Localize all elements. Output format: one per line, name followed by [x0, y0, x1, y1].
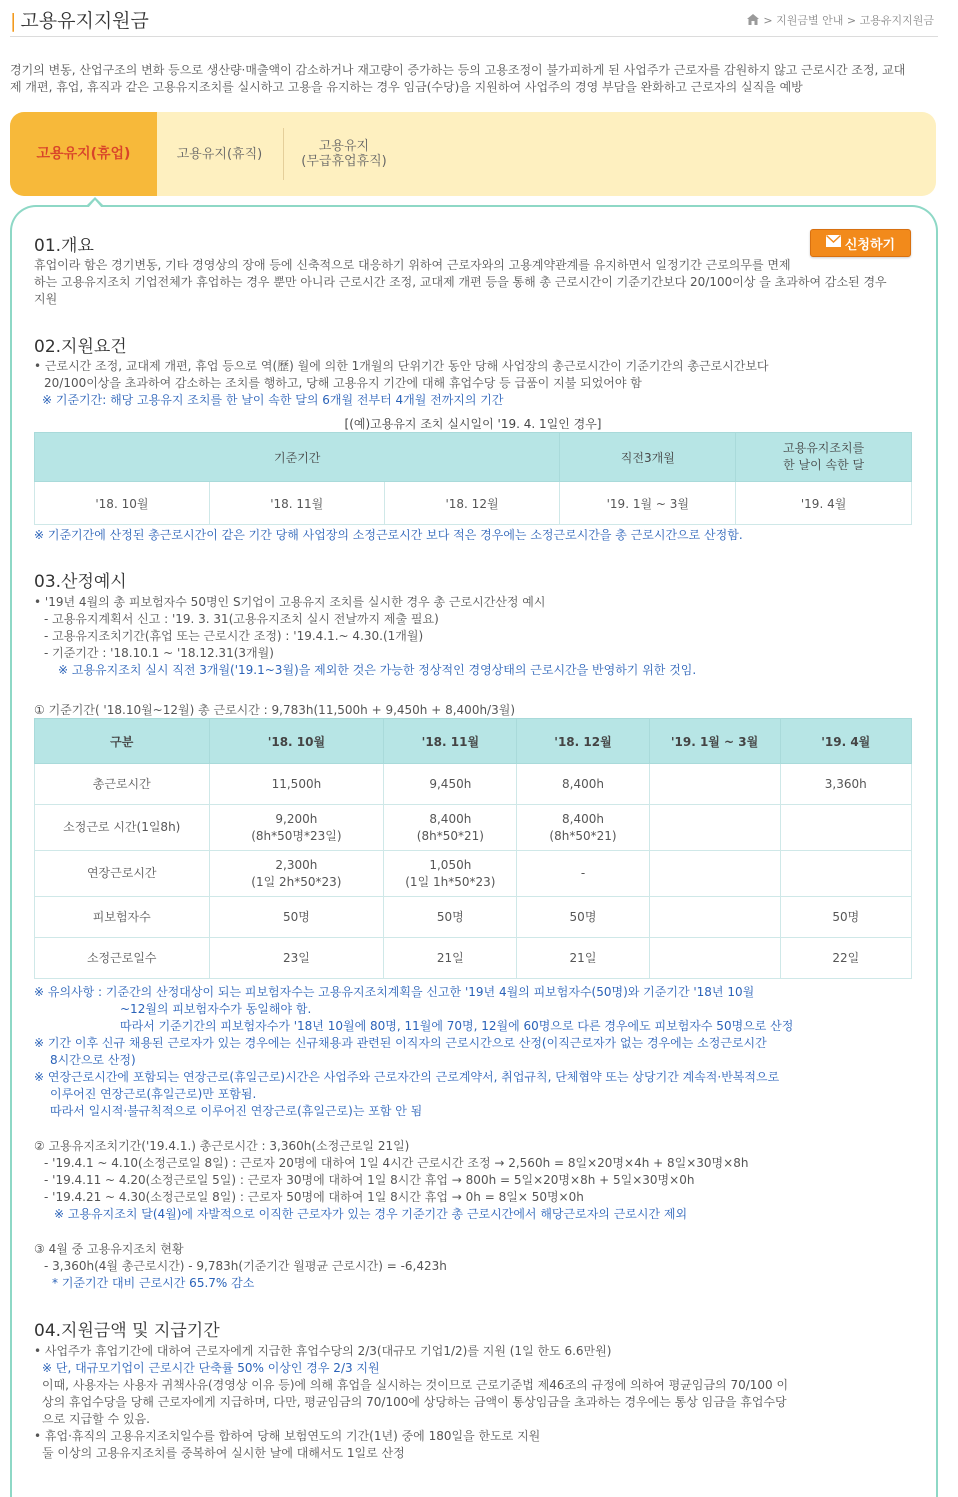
intro-line: 경기의 변동, 산업구조의 변화 등으로 생산량·매출액이 감소하거나 재고량이 증가하는 등의 고용조정이 불가피하게 된 사업주가 근로자를 감원하지 않고 근로시간 조정, 교대: [10, 63, 906, 77]
note-line: ※ 유의사항 : 기준간의 산정대상이 되는 피보험자수는 고용유지조치계획을 신고한 '19년 4월의 피보험자수(50명)와 기준기간 '18년 10월: [34, 985, 755, 999]
table-header-cell: '19. 1월 ~ 3월: [649, 719, 780, 764]
cell-value: 9,200h: [275, 811, 318, 826]
calc-example-note: ※ 고용유지조치 실시 직전 3개월('19.1~3월)을 제외한 것은 가능한 정상적인 경영상태의 근로시간을 반영하기 위한 것임.: [58, 663, 697, 677]
table-cell: 22일: [780, 938, 911, 979]
cell-formula: (8h*50명*23일): [251, 828, 342, 843]
text-line: - '19.4.11 ~ 4.20(소정근로일 5일) : 근로자 30명에 대하여 1일 8시간 휴업 → 800h = 5일×20명×8h + 5일×30명×0h: [44, 1173, 695, 1187]
calc-example-text: [34, 594, 914, 679]
table-cell: 21일: [517, 938, 649, 979]
table-cell: 50명: [384, 897, 517, 938]
table-header-cell: '19. 4월: [780, 719, 911, 764]
table-header-row: [35, 433, 912, 482]
tab-pointer-inner: [88, 200, 102, 208]
table-cell: [649, 897, 780, 938]
header-prev-3months: 직전3개월: [560, 433, 736, 482]
overview-text: [34, 257, 914, 308]
table-row: [35, 938, 912, 979]
calc-notes: [34, 984, 914, 1120]
tab-label: 고용유지(휴업): [36, 145, 131, 162]
header-base-period: 기준기간: [35, 433, 560, 482]
home-icon[interactable]: [747, 14, 759, 28]
table-cell: 8,400h: [517, 764, 649, 805]
amount-period-text: [34, 1343, 914, 1462]
table-header-cell: '18. 12월: [517, 719, 649, 764]
requirements-text: [34, 358, 914, 409]
text-line: - '19.4.21 ~ 4.30(소정근로일 8일) : 근로자 50명에 대하여 1일 8시간 휴업 → 0h = 8일× 50명×0h: [44, 1190, 584, 1204]
calc-step-2: [34, 1138, 914, 1223]
text-line: • 근로시간 조정, 교대제 개편, 휴업 등으로 역(歷) 월에 의한 1개월의 단위기간 동안 당해 사업장의 총근로시간이 기준기간의 총근로시간보다: [34, 359, 769, 373]
table-row: [35, 851, 912, 897]
note-line: ※ 기간 이후 신규 채용된 근로자가 있는 경우에는 신규채용과 관련된 이직자의 근로시간으로 산정(이직근로자가 없는 경우에는 소정근로시간: [34, 1036, 767, 1050]
table-cell: [780, 805, 911, 851]
table-cell: 21일: [384, 938, 517, 979]
table-cell: [384, 851, 517, 897]
table-cell: [649, 938, 780, 979]
row-label: 피보험자수: [35, 897, 210, 938]
calc-step-2-note: ※ 고용유지조치 달(4월)에 자발적으로 이직한 근로자가 있는 경우 기준기간 총 근로시간에서 해당근로자의 근로시간 제외: [54, 1207, 688, 1221]
table-cell: 50명: [209, 897, 384, 938]
cell-value: 1,050h: [429, 857, 472, 872]
apply-button[interactable]: [810, 229, 911, 257]
text-line: 으로 지급할 수 있음.: [42, 1412, 150, 1426]
table-header-row: [35, 719, 912, 764]
table-cell: [209, 851, 384, 897]
cell-formula: (8h*50*21): [416, 828, 484, 843]
note-line: 따라서 기준기간의 피보험자수가 '18년 10월에 80명, 11월에 70명, 12월에 60명으로 다른 경우에도 피보험자수 50명으로 산정: [120, 1019, 794, 1033]
page-title: [10, 6, 149, 33]
tab-unpaid-leave[interactable]: [284, 112, 404, 196]
table-header-cell: '18. 10월: [209, 719, 384, 764]
cell-value: 8,400h: [429, 811, 472, 826]
table-cell: 50명: [780, 897, 911, 938]
text-line: - '19.4.1 ~ 4.10(소정근로일 8일) : 근로자 20명에 대하여 1일 4시간 근로시간 조정 → 2,560h = 8일×20명×4h + 8일×30명×8h: [44, 1156, 749, 1170]
note-line: ※ 연장근로시간에 포함되는 연장근로(휴일근로)시간은 사업주와 근로자간의 근로계약서, 취업규칙, 단체협약 또는 상당기간 계속적·반복적으로: [34, 1070, 780, 1084]
table-row: [35, 897, 912, 938]
row-label: 소정근로일수: [35, 938, 210, 979]
row-label: 총근로시간: [35, 764, 210, 805]
header-line: 고용유지조치를: [783, 441, 865, 455]
envelope-icon: [826, 235, 841, 251]
text-line: ③ 4월 중 고용유지조치 현황: [34, 1242, 184, 1256]
tab-bar: [10, 112, 936, 196]
text-line: • 사업주가 휴업기간에 대하여 근로자에게 지급한 휴업수당의 2/3(대규모 기업1/2)를 지원 (1일 한도 6.6만원): [34, 1344, 612, 1358]
table-cell: '19. 4월: [736, 482, 912, 525]
table-cell: '18. 10월: [35, 482, 210, 525]
section-title-calc-example: 03.산정예시: [34, 572, 127, 592]
intro-line: 제 개편, 휴업, 휴직과 같은 고용유지조치를 실시하고 고용을 유지하는 경우 임금(수당)을 지원하여 사업주의 경영 부담을 완화하고 근로자의 실직을 예방: [10, 80, 803, 94]
text-line: 둘 이상의 고용유지조치를 중복하여 실시한 날에 대해서도 1일로 산정: [42, 1446, 405, 1460]
header-line: 한 날이 속한 달: [783, 458, 865, 472]
text-line: 20/100이상을 초과하여 감소하는 조치를 행하고, 당해 고용유지 기간에 대해 휴업수당 등 급품이 지불 되었어야 함: [44, 376, 642, 390]
table-cell: [780, 851, 911, 897]
table-cell: '19. 1월 ~ 3월: [560, 482, 736, 525]
text-line: - 기준기간 : '18.10.1 ~ '18.12.31(3개월): [44, 646, 274, 660]
base-period-table: [34, 432, 912, 525]
breadcrumb-item-guide[interactable]: > 지원금별 안내: [759, 14, 844, 27]
base-period-note: ※ 기준기간에 산정된 총근로시간이 같은 기간 당해 사업장의 소정근로시간 보다 적은 경우에는 소정근로시간을 총 근로시간으로 산정함.: [34, 528, 743, 542]
note-line: 따라서 일시적·불규칙적으로 이루어진 연장근로(휴일근로)는 포함 안 됨: [50, 1104, 423, 1118]
text-line: - 고용유지계획서 신고 : '19. 3. 31(고용유지조치 실시 전날까지 제출 필요): [44, 612, 439, 626]
text-line: 지원: [34, 292, 58, 306]
text-line: 상의 휴업수당을 당해 근로자에게 지급하며, 다만, 평균임금의 70/100에 상당하는 금액이 통상임금을 초과하는 경우에는 통상 임금을 휴업수당: [42, 1395, 787, 1409]
text-line: - 고용유지조치기간(휴업 또는 근로시간 조정) : '19.4.1.~ 4.30.(1개월): [44, 629, 424, 643]
row-label: 소정근로 시간(1일8h): [35, 805, 210, 851]
table-cell: [517, 805, 649, 851]
table-row: [35, 805, 912, 851]
text-line: - 3,360h(4월 총근로시간) - 9,783h(기준기간 월평균 근로시간) = -6,423h: [44, 1259, 447, 1273]
table-cell: [649, 851, 780, 897]
breadcrumb-item-current[interactable]: > 고용유지지원금: [843, 14, 934, 27]
table-cell: [649, 805, 780, 851]
text-line: 하는 고용유지조치 기업전체가 휴업하는 경우 뿐만 아니라 근로시간 조정, 교대제 개편 등을 통해 총 근로시간이 기준기간보다 20/100이상 을 초과하여 감소된 경우: [34, 275, 887, 289]
page-header: [10, 0, 938, 37]
table-cell: 23일: [209, 938, 384, 979]
page-title-text: 고용유지지원금: [20, 10, 149, 32]
table-cell: [384, 805, 517, 851]
table-row: [35, 764, 912, 805]
tab-label: 고용유지: [318, 139, 370, 154]
section-title-requirements: 02.지원요건: [34, 337, 127, 357]
note-line: ~12월의 피보험자수가 동일해야 함.: [120, 1002, 312, 1016]
row-label: 연장근로시간: [35, 851, 210, 897]
text-line: 이때, 사용자는 사용자 귀책사유(경영상 이유 등)에 의해 휴업을 실시하는 것이므로 근로기준법 제46조의 규정에 의하여 평균임금의 70/100 이: [42, 1378, 789, 1392]
table-row: [35, 482, 912, 525]
calc-step-3-note: * 기준기간 대비 근로시간 65.7% 감소: [52, 1276, 255, 1290]
text-line: 휴업이라 함은 경기변동, 기타 경영상의 장애 등에 신축적으로 대응하기 위하여 근로자와의 고용계약관계를 유지하면서 일정기간 근로의무를 면제: [34, 258, 791, 272]
table-cell: 3,360h: [780, 764, 911, 805]
tab-label: 고용유지(휴직): [176, 146, 263, 162]
intro-text: [10, 62, 940, 96]
cell-formula: (8h*50*21): [549, 828, 617, 843]
text-line: • 휴업·휴직의 고용유지조치일수를 합하여 당해 보험연도의 기간(1년) 중에 180일을 한도로 지원: [34, 1429, 541, 1443]
tab-leave-absence[interactable]: [157, 112, 282, 196]
calc-step-1: ① 기준기간( '18.10월~12월) 총 근로시간 : 9,783h(11,500h + 9,450h + 8,400h/3월): [34, 703, 516, 717]
note-line: 이루어진 연장근로(휴일근로)만 포함됨.: [50, 1087, 257, 1101]
text-line: • '19년 4월의 총 피보험자수 50명인 S기업이 고용유지 조치를 실시한 경우 총 근로시간산정 예시: [34, 595, 546, 609]
section-title-overview: 01.개요: [34, 236, 94, 256]
note-line: 8시간으로 산정): [50, 1053, 136, 1067]
table-cell: [209, 805, 384, 851]
cell-formula: (1일 1h*50*23): [405, 874, 496, 889]
amount-note: ※ 단, 대규모기업이 근로시간 단축률 50% 이상인 경우 2/3 지원: [42, 1361, 380, 1375]
table-cell: 9,450h: [384, 764, 517, 805]
text-line: ② 고용유지조치기간('19.4.1.) 총근로시간 : 3,360h(소정근로일 21일): [34, 1139, 410, 1153]
section-title-amount-period: 04.지원금액 및 지급기간: [34, 1321, 220, 1341]
apply-button-label: 신청하기: [844, 237, 896, 253]
table-header-cell: '18. 11월: [384, 719, 517, 764]
table-cell: '18. 11월: [209, 482, 384, 525]
table-cell: 11,500h: [209, 764, 384, 805]
cell-value: 8,400h: [562, 811, 604, 826]
example-caption: [(예)고용유지 조치 실시일이 '19. 4. 1일인 경우]: [344, 417, 602, 431]
calc-step-3: [34, 1241, 914, 1292]
title-bar-mark: |: [10, 10, 17, 32]
calc-table: [34, 718, 912, 979]
table-header-cell: 구분: [35, 719, 210, 764]
cell-formula: (1일 2h*50*23): [251, 874, 342, 889]
tab-leave-shutdown[interactable]: [10, 112, 157, 196]
cell-value: 2,300h: [275, 857, 318, 872]
header-action-month: [736, 433, 912, 482]
table-cell: [649, 764, 780, 805]
table-cell: 50명: [517, 897, 649, 938]
tab-label: (무급휴업휴직): [301, 154, 387, 169]
table-cell: -: [517, 851, 649, 897]
breadcrumb: [747, 12, 934, 28]
requirements-note: ※ 기준기간: 해당 고용유지 조치를 한 날이 속한 달의 6개월 전부터 4개월 전까지의 기간: [42, 393, 504, 407]
table-cell: '18. 12월: [384, 482, 560, 525]
